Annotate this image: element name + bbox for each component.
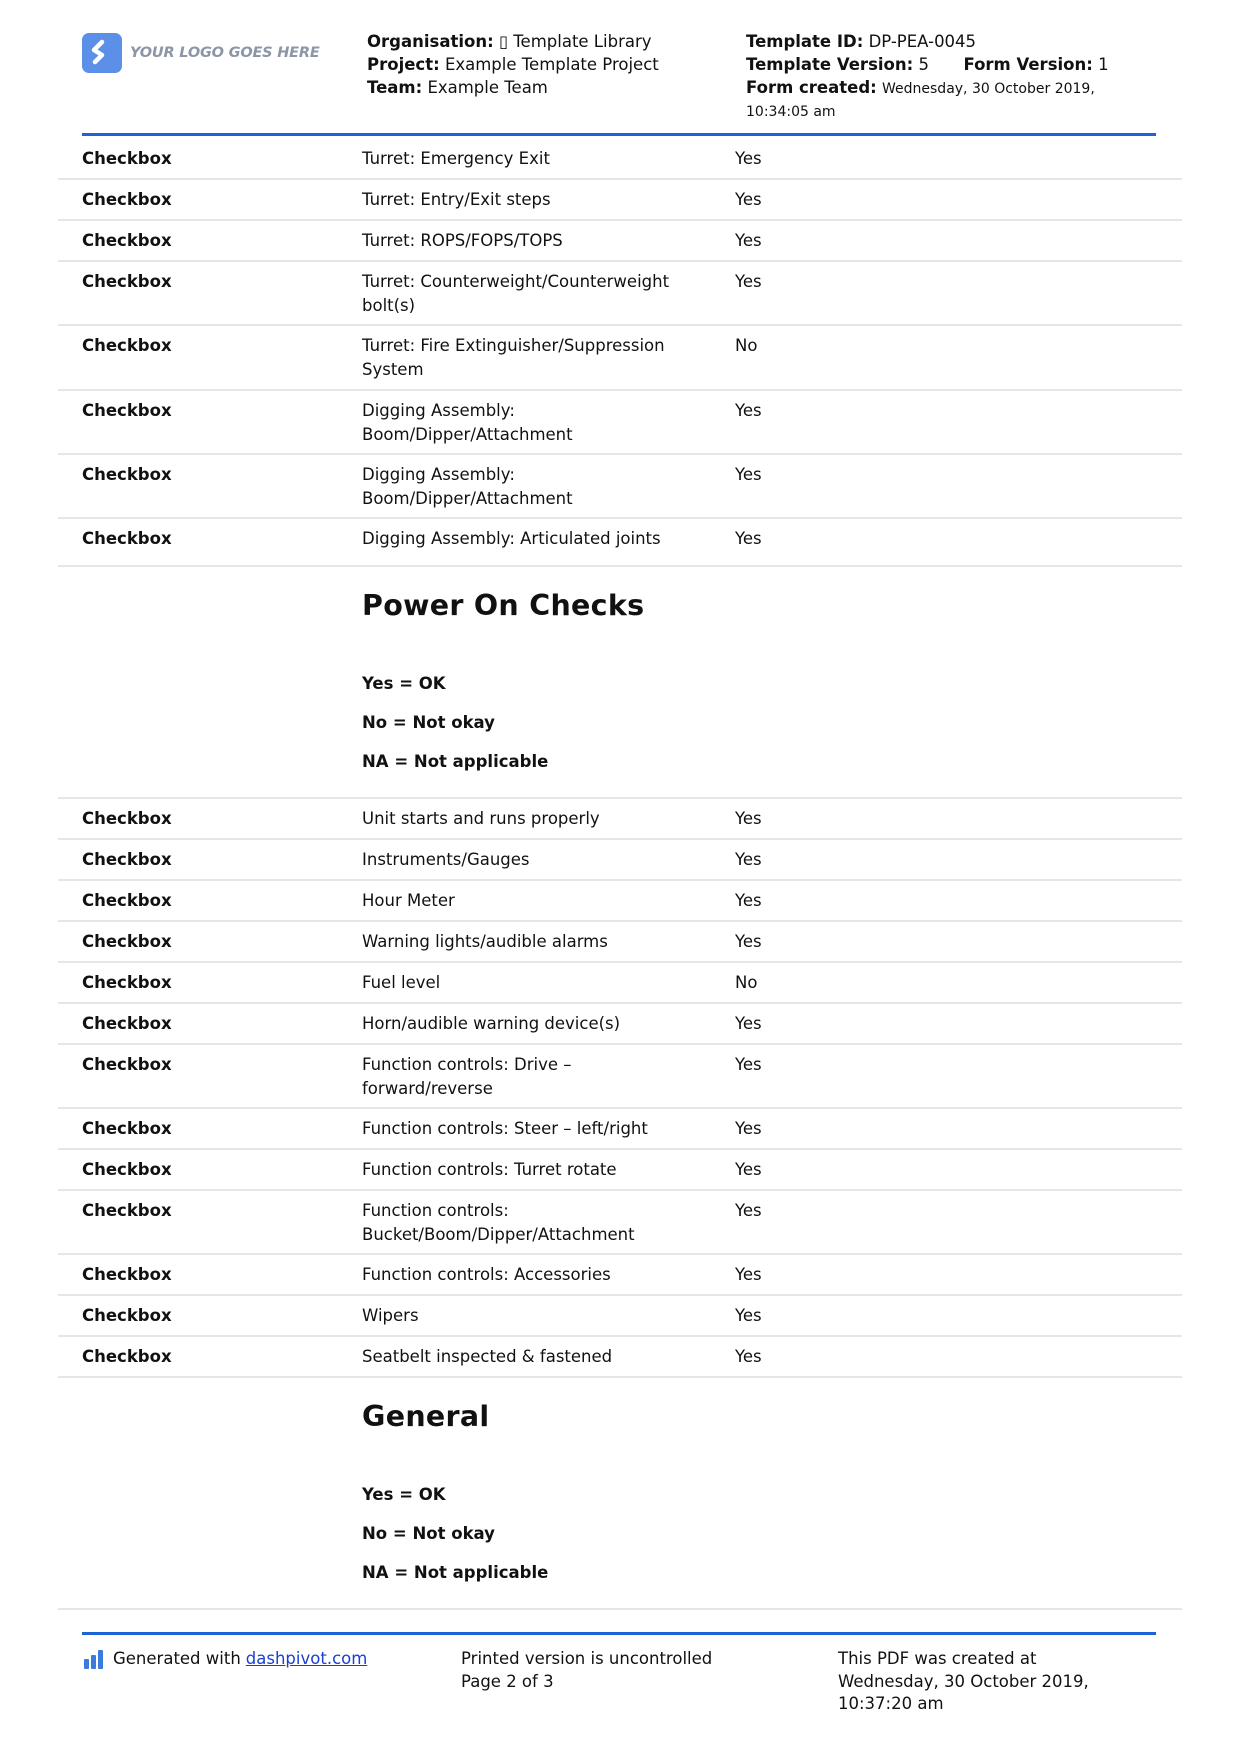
field-type: Checkbox [82, 190, 172, 209]
field-type: Checkbox [82, 1265, 172, 1284]
field-label: Function controls: Accessories [362, 1265, 611, 1284]
field-value: No [735, 336, 758, 355]
field-label: Function controls: Steer – left/right [362, 1119, 648, 1138]
field-label: Wipers [362, 1306, 419, 1325]
field-type: Checkbox [82, 1119, 172, 1138]
header-project-info [367, 30, 659, 99]
field-label: Function controls: Drive – forward/reverse [362, 1055, 572, 1098]
page-number: Page 2 of 3 [461, 1671, 554, 1691]
field-value: Yes [735, 190, 762, 209]
field-label: Function controls: Bucket/Boom/Dipper/Attachment [362, 1201, 635, 1244]
form-created-label: Form created: [746, 78, 877, 97]
field-value: Yes [735, 1055, 762, 1074]
table-row [58, 799, 1182, 840]
field-value: Yes [735, 809, 762, 828]
field-type: Checkbox [82, 1160, 172, 1179]
legend-no: No = Not okay [362, 713, 495, 732]
template-version-value: 5 [918, 55, 929, 74]
field-label: Hour Meter [362, 891, 455, 910]
version-line [746, 53, 1109, 76]
footer-generated [84, 1648, 367, 1671]
team-value: Example Team [427, 78, 548, 97]
field-type: Checkbox [82, 809, 172, 828]
field-label: Turret: Emergency Exit [362, 149, 550, 168]
table-row [58, 1255, 1182, 1296]
team-label: Team: [367, 78, 423, 97]
logo-text: YOUR LOGO GOES HERE [130, 45, 320, 61]
field-type: Checkbox [82, 932, 172, 951]
field-label: Digging Assembly: Boom/Dipper/Attachment [362, 465, 573, 508]
field-type: Checkbox [82, 973, 172, 992]
table-row [58, 922, 1182, 963]
team-line [367, 76, 659, 99]
field-type: Checkbox [82, 1306, 172, 1325]
field-value: Yes [735, 149, 762, 168]
table-row [58, 326, 1182, 391]
field-label: Unit starts and runs properly [362, 809, 600, 828]
legend-na: NA = Not applicable [362, 752, 549, 771]
table-row [58, 391, 1182, 455]
legend-no: No = Not okay [362, 1524, 495, 1543]
footer-divider [82, 1632, 1156, 1635]
template-id-line [746, 30, 1109, 53]
dashpivot-bars-icon [84, 1649, 105, 1669]
field-type: Checkbox [82, 1055, 172, 1074]
project-line [367, 53, 659, 76]
field-label: Function controls: Turret rotate [362, 1160, 617, 1179]
field-value: Yes [735, 1201, 762, 1220]
organisation-value: ▯ Template Library [498, 32, 652, 51]
form-created-date: Wednesday, 30 October 2019, [882, 81, 1095, 97]
field-type: Checkbox [82, 891, 172, 910]
header-divider [82, 133, 1156, 136]
form-version-value: 1 [1098, 55, 1109, 74]
created-time: 10:37:20 am [838, 1694, 944, 1713]
table-row [58, 963, 1182, 1004]
table-row [58, 221, 1182, 262]
field-type: Checkbox [82, 529, 172, 548]
table-row [58, 139, 1182, 180]
section-title: General [362, 1400, 490, 1433]
form-version-label: Form Version: [963, 55, 1093, 74]
field-type: Checkbox [82, 272, 172, 291]
legend-na: NA = Not applicable [362, 1563, 549, 1582]
field-value: Yes [735, 1119, 762, 1138]
field-label: Turret: Entry/Exit steps [362, 190, 551, 209]
field-type: Checkbox [82, 401, 172, 420]
legend-yes: Yes = OK [362, 1485, 446, 1504]
field-label: Digging Assembly: Boom/Dipper/Attachment [362, 401, 573, 444]
uncontrolled-notice: Printed version is uncontrolled [461, 1649, 713, 1668]
field-label: Turret: Fire Extinguisher/Suppression System [362, 336, 665, 379]
field-type: Checkbox [82, 850, 172, 869]
field-label: Instruments/Gauges [362, 850, 530, 869]
organisation-line [367, 30, 659, 53]
created-label: This PDF was created at [838, 1649, 1037, 1668]
footer-created-info [838, 1648, 1089, 1716]
header-template-info [746, 30, 1109, 124]
field-value: No [735, 973, 758, 992]
created-date: Wednesday, 30 October 2019, [838, 1671, 1089, 1691]
table-row [58, 180, 1182, 221]
form-created-line [746, 76, 1109, 101]
field-label: Turret: Counterweight/Counterweight bolt(s) [362, 272, 670, 315]
generated-text: Generated with [113, 1649, 241, 1668]
form-created-time: 10:34:05 am [746, 104, 836, 120]
table-row [58, 1337, 1182, 1378]
section-power-on-checks [58, 567, 1182, 799]
organisation-label: Organisation: [367, 32, 494, 51]
field-value: Yes [735, 465, 762, 484]
field-type: Checkbox [82, 149, 172, 168]
field-type: Checkbox [82, 336, 172, 355]
field-type: Checkbox [82, 1201, 172, 1220]
field-value: Yes [735, 529, 762, 548]
table-row [58, 1150, 1182, 1191]
dashpivot-link[interactable]: dashpivot.com [245, 1649, 368, 1668]
field-value: Yes [735, 891, 762, 910]
field-label: Seatbelt inspected & fastened [362, 1347, 613, 1366]
template-id-value: DP-PEA-0045 [868, 32, 977, 51]
field-value: Yes [735, 932, 762, 951]
field-label: Digging Assembly: Articulated joints [362, 529, 661, 548]
field-type: Checkbox [82, 231, 172, 250]
field-value: Yes [735, 272, 762, 291]
field-value: Yes [735, 401, 762, 420]
field-value: Yes [735, 1014, 762, 1033]
company-logo [82, 33, 320, 73]
table-row [58, 1004, 1182, 1045]
project-label: Project: [367, 55, 440, 74]
table-row [58, 881, 1182, 922]
field-value: Yes [735, 231, 762, 250]
logo-icon [82, 33, 122, 73]
table-row [58, 1045, 1182, 1109]
project-value: Example Template Project [444, 55, 659, 74]
template-version-label: Template Version: [746, 55, 914, 74]
table-row [58, 455, 1182, 519]
field-value: Yes [735, 1347, 762, 1366]
table-row [58, 1191, 1182, 1255]
field-type: Checkbox [82, 1014, 172, 1033]
field-type: Checkbox [82, 465, 172, 484]
section-general [58, 1378, 1182, 1610]
table-row [58, 262, 1182, 326]
table-row [58, 1296, 1182, 1337]
field-label: Warning lights/audible alarms [362, 932, 608, 951]
field-label: Turret: ROPS/FOPS/TOPS [362, 231, 563, 250]
template-id-label: Template ID: [746, 32, 864, 51]
section-title: Power On Checks [362, 589, 645, 622]
field-type: Checkbox [82, 1347, 172, 1366]
field-value: Yes [735, 850, 762, 869]
field-value: Yes [735, 1306, 762, 1325]
field-label: Horn/audible warning device(s) [362, 1014, 621, 1033]
table-row [58, 519, 1182, 567]
legend-yes: Yes = OK [362, 674, 446, 693]
field-value: Yes [735, 1265, 762, 1284]
page-header [82, 30, 1156, 134]
field-value: Yes [735, 1160, 762, 1179]
table-row [58, 840, 1182, 881]
field-label: Fuel level [362, 973, 441, 992]
footer-page-info [461, 1648, 712, 1693]
table-row [58, 1109, 1182, 1150]
